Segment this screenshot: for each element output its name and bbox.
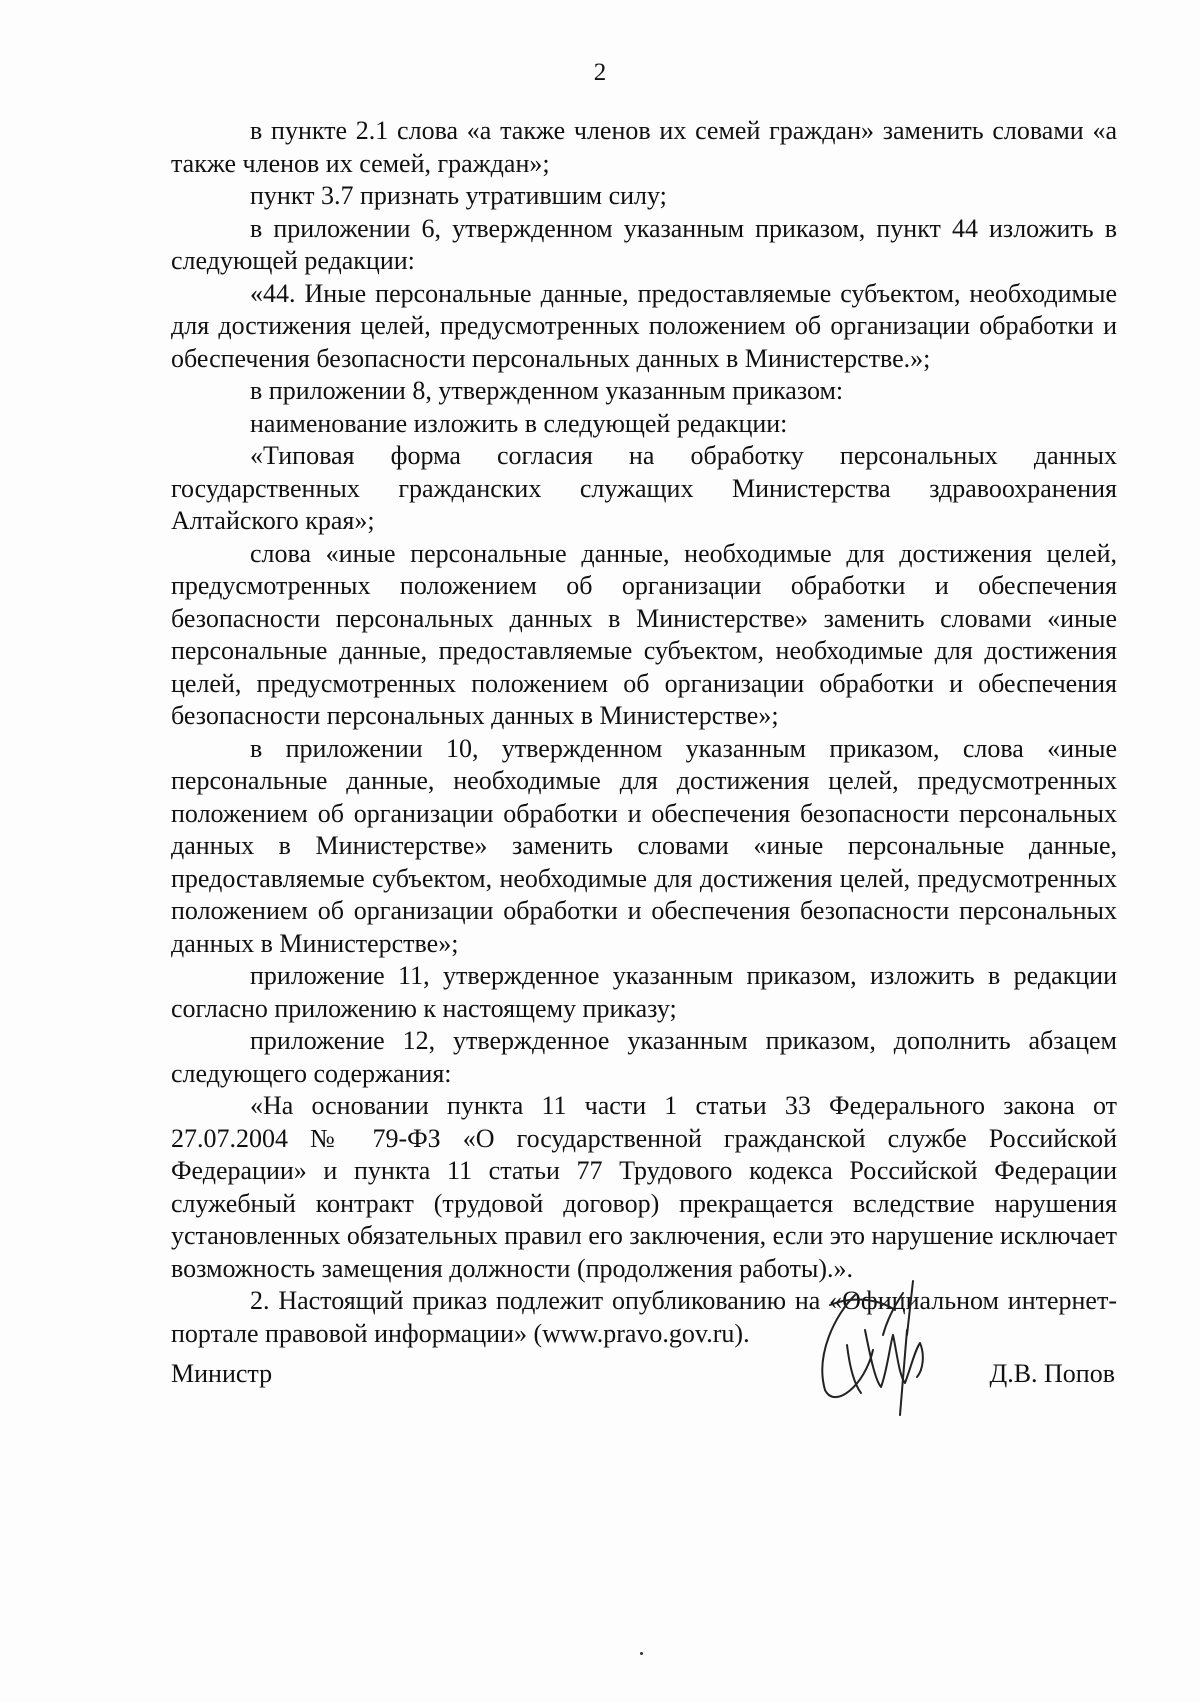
paragraph: слова «иные персональные данные, необходимые для достижения целей, предусмотренных положением об организации обработки и обеспечения безопасности персональных данных в Министерстве» заменить словами «иные персональные данные, предоставляемые субъектом, необходимые для достижения целей, предусмотренных положением об организации обработки и обеспечения безопасности персональных данных в Министерстве»; [171,538,1117,730]
paragraph: 2. Настоящий приказ подлежит опубликованию на «Официальном интернет-портале правовой информации» (www.pravo.gov.ru). [171,1286,1117,1348]
paragraph: в приложении 10, утвержденном указанным приказом, слова «иные персональные данные, необходимые для достижения целей, предусмотренных положением об организации обработки и обеспечения безопасности персональных данных в Министерстве» заменить словами «иные персональные данные, предоставляемые субъектом, необходимые для достижения целей, предусмотренных положением об организации обработки и обеспечения безопасности персональных данных в Министерстве»; [171,733,1117,958]
scan-speck [640,1652,643,1655]
paragraph: приложение 12, утвержденное указанным приказом, дополнить абзацем следующего содержания: [171,1026,1117,1088]
paragraph: приложение 11, утвержденное указанным приказом, изложить в редакции согласно приложению к настоящему приказу; [171,961,1117,1023]
signatory-name: Д.В. Попов [989,1359,1115,1388]
handwritten-signature [795,1275,945,1425]
signatory-position: Министр [171,1359,273,1388]
paragraph: в пункте 2.1 слова «а также членов их семей граждан» заменить словами «а также членов их семей, граждан»; [171,116,1117,178]
paragraph: «Типовая форма согласия на обработку персональных данных государственных гражданских служащих Министерства здравоохранения Алтайского края»; [171,441,1117,535]
paragraph: пункт 3.7 признать утратившим силу; [250,181,667,210]
document-body [171,115,1117,1350]
paragraph: наименование изложить в следующей редакции: [250,408,788,438]
paragraph: в приложении 6, утвержденном указанным приказом, пункт 44 изложить в следующей редакции: [171,213,1117,275]
paragraph: «44. Иные персональные данные, предоставляемые субъектом, необходимые для достижения целей, предусмотренных положением об организации обработки и обеспечения безопасности персональных данных в Министерстве.»; [171,278,1117,373]
page-number: 2 [593,59,607,86]
paragraph: в приложении 8, утвержденном указанным приказом: [250,376,844,405]
paragraph: «На основании пункта 11 части 1 статьи 33 Федерального закона от 27.07.2004 № 79-ФЗ «О государственной гражданской службе Российской Федерации» и пункта 11 статьи 77 Трудового кодекса Российской Федерации служебный контракт (трудовой договор) прекращается вследствие нарушения установленных обязательных правил его заключения, если это нарушение исключает возможность замещения должности (продолжения работы).». [171,1091,1117,1283]
